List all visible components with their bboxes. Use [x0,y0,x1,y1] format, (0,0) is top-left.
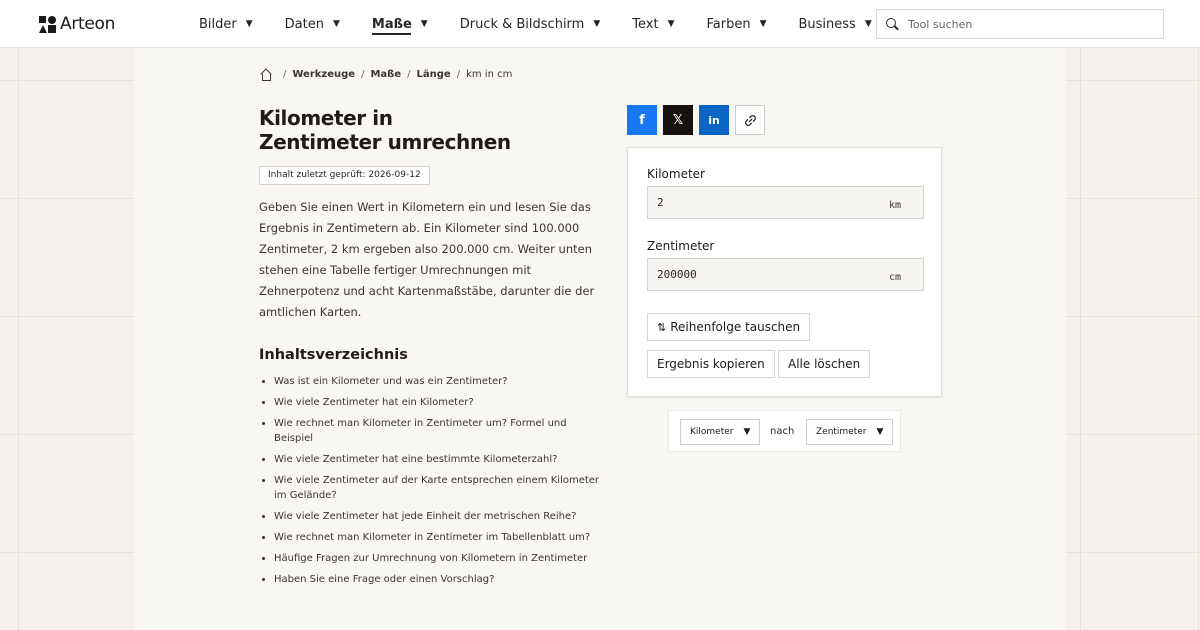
from-unit-select[interactable]: Kilometer ▼ [680,419,760,445]
main-nav [199,0,904,48]
share-buttons [627,105,765,135]
nav-item-masse[interactable]: Maße ▼ [372,0,428,48]
chevron-down-icon: ▼ [332,19,340,29]
clear-all-button[interactable]: Alle löschen [778,350,870,378]
main-content [134,48,1066,630]
zentimeter-field[interactable] [647,258,924,291]
home-icon[interactable] [260,70,271,80]
nav-item-bilder[interactable]: Bilder ▼ [199,16,253,32]
swap-icon: ⇅ [657,320,665,334]
toc-item[interactable]: Wie viele Zentimeter hat jede Einheit der metrischen Reihe? [259,509,604,524]
breadcrumb-current: km in cm [466,69,513,80]
toc-item[interactable]: Wie viele Zentimeter hat ein Kilometer? [259,395,604,410]
facebook-icon: f [639,112,645,128]
link-icon [744,114,757,127]
toc-title: Inhaltsverzeichnis [259,347,408,363]
facebook-share-button[interactable] [627,105,657,135]
nav-item-daten[interactable]: Daten ▼ [284,16,340,32]
to-label: Zentimeter [647,239,715,253]
chevron-down-icon: ▼ [667,19,675,29]
converter-panel [627,147,942,397]
breadcrumb-werkzeuge[interactable]: Werkzeuge [292,69,356,80]
brand-name: Arteon [60,14,116,34]
intro-text: Geben Sie einen Wert in Kilometern ein und lesen Sie das Ergebnis in Zentimetern ab. Ein Kilometer sind 100.000 Zentimeter, 2 km ergeben also 200.000 cm. Weiter unten stehen eine Tabelle fertiger Umrechnungen mit Zehnerpotenz und acht Kartenmaßstäbe, darunter die der amtlichen Karten. [259,200,595,319]
brand-logo[interactable] [39,14,115,34]
kilometer-input[interactable] [648,196,868,209]
copy-result-button[interactable]: Ergebnis kopieren [647,350,775,378]
chevron-down-icon: ▼ [876,427,884,437]
unit-selector-bar [668,410,901,452]
toc-item[interactable]: Wie rechnet man Kilometer in Zentimeter im Tabellenblatt um? [259,530,604,545]
search-icon [886,18,898,30]
to-unit-select[interactable]: Zentimeter ▼ [806,419,893,445]
tool-search[interactable] [876,9,1164,39]
search-input[interactable] [908,18,1148,31]
toc-item[interactable]: Wie viele Zentimeter auf der Karte entsprechen einem Kilometer im Gelände? [259,473,604,503]
kilometer-field[interactable] [647,186,924,219]
x-share-button[interactable] [663,105,693,135]
breadcrumb-masse[interactable]: Maße [370,69,402,80]
linkedin-icon: in [708,113,720,127]
to-unit: cm [888,272,901,283]
chevron-down-icon: ▼ [743,427,751,437]
swap-order-button[interactable]: ⇅ Reihenfolge tauschen [647,313,810,341]
nav-item-text[interactable]: Text ▼ [632,16,675,32]
chevron-down-icon: ▼ [420,19,428,29]
table-of-contents [259,374,604,593]
chevron-down-icon: ▼ [864,19,872,29]
toc-item[interactable]: Wie viele Zentimeter hat eine bestimmte Kilometerzahl? [259,452,604,467]
nav-item-farben[interactable]: Farben ▼ [706,16,767,32]
chevron-down-icon: ▼ [593,19,601,29]
chevron-down-icon: ▼ [759,19,767,29]
last-checked-badge: Inhalt zuletzt geprüft: 2026-09-12 [259,166,430,185]
copy-link-button[interactable] [735,105,765,135]
site-header [0,0,1200,48]
from-label: Kilometer [647,167,705,181]
toc-item[interactable]: Häufige Fragen zur Umrechnung von Kilometern in Zentimeter [259,551,604,566]
nav-item-business[interactable]: Business ▼ [798,16,872,32]
from-unit: km [888,200,901,211]
breadcrumb: / Werkzeuge / Maße / Länge / km in cm [260,69,512,80]
page-title: Kilometer in Zentimeter umrechnen [259,106,511,154]
zentimeter-input[interactable] [648,268,868,281]
breadcrumb-laenge[interactable]: Länge [416,69,451,80]
toc-item[interactable]: Haben Sie eine Frage oder einen Vorschlag? [259,572,604,587]
chevron-down-icon: ▼ [245,19,253,29]
x-icon: 𝕏 [672,112,684,128]
logo-mark-icon [39,16,56,33]
toc-item[interactable]: Wie rechnet man Kilometer in Zentimeter um? Formel und Beispiel [259,416,604,446]
toc-item[interactable]: Was ist ein Kilometer und was ein Zentimeter? [259,374,604,389]
unit-connector: nach [770,426,795,437]
nav-item-druck-bildschirm[interactable]: Druck & Bildschirm ▼ [459,16,601,32]
linkedin-share-button[interactable] [699,105,729,135]
